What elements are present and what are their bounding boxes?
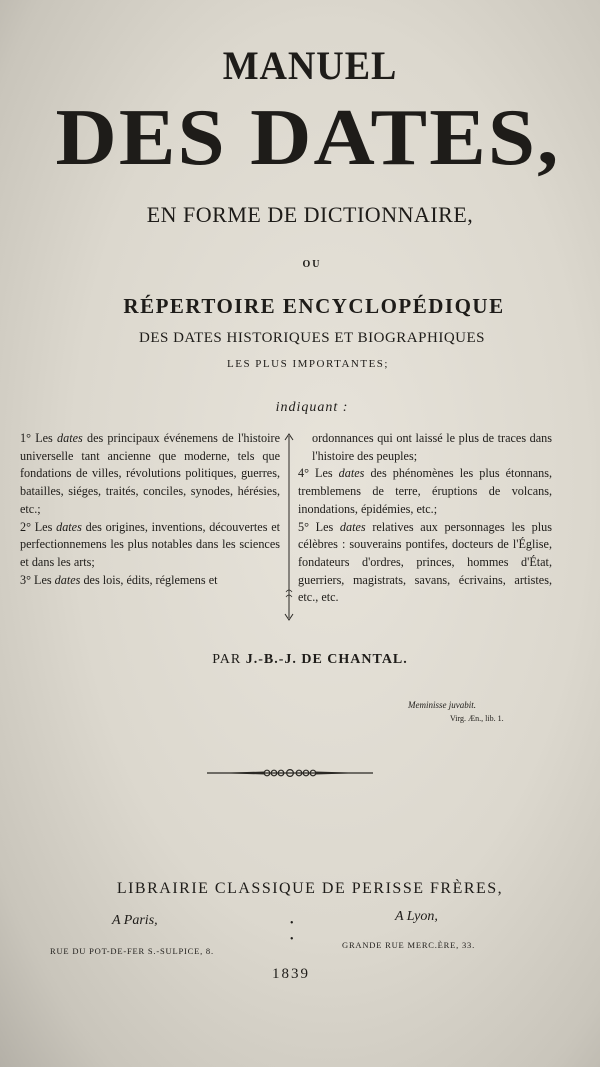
publisher-address-lyon: GRANDE RUE MERC.ÈRE, 33. — [342, 940, 476, 950]
item-number: 2° — [20, 519, 31, 534]
item-keyword: dates — [339, 519, 366, 534]
epigraph-quote: Meminisse juvabit. — [408, 700, 476, 710]
item-keyword: dates — [54, 572, 81, 587]
item-prefix: Les — [34, 572, 52, 587]
continuation-arrow-icon — [282, 432, 296, 622]
publisher-name: LIBRAIRIE CLASSIQUE DE PERISSE FRÈRES, — [116, 880, 504, 897]
item-text: des origines, inventions, découvertes et perfectionnemens les plus notables dans les sciences et dans les arts; — [20, 519, 281, 569]
subtitle-plus-importantes: LES PLUS IMPORTANTES; — [227, 358, 389, 370]
contents-column-left — [20, 430, 280, 589]
list-item — [20, 572, 280, 590]
indiquant-label: indiquant : — [275, 400, 349, 415]
publisher-city-paris: A Paris, — [112, 913, 158, 928]
separator-dot: • — [290, 918, 294, 929]
list-item — [20, 519, 280, 572]
item-text: des principaux événemens de l'histoire universelle tant ancienne que moderne, tels que fondations de villes, révolutions politiques, guerres, batailles, siéges, traités, conciles, synodes, hérésies, etc.; — [20, 431, 280, 516]
author-line — [10, 652, 600, 668]
item-number: 5° — [298, 519, 309, 534]
item-prefix: Les — [35, 431, 53, 445]
item-keyword: dates — [338, 466, 365, 481]
item-text: des phénomènes les plus étonnans, tremblemens de terre, éruptions de volcans, inondations, épidémies, etc.; — [298, 466, 553, 516]
item-prefix: Les — [315, 519, 334, 534]
title-manuel: MANUEL — [222, 43, 398, 88]
list-item — [20, 430, 280, 519]
epigraph-source: Virg. Æn., lib. 1. — [450, 714, 504, 723]
item-number: 4° — [298, 466, 309, 481]
title-en-forme: EN FORME DE DICTIONNAIRE, — [146, 202, 474, 227]
list-item-continuation — [298, 430, 552, 465]
publication-year: 1839 — [272, 966, 310, 982]
author-prefix: PAR — [212, 652, 242, 667]
item-number: 3° — [20, 572, 31, 587]
contents-column-right — [298, 430, 552, 607]
list-item — [298, 465, 552, 518]
item-text: relatives aux personnages les plus célèbres : souverains pontifes, docteurs de l'Église, fondateurs d'ordres, princes, hommes d'État, guerriers, magistrats, savans, écrivains, artistes, etc., etc. — [298, 519, 552, 605]
item-prefix: Les — [315, 466, 333, 481]
item-text: des lois, édits, réglemens et — [83, 572, 218, 587]
subtitle-repertoire: RÉPERTOIRE ENCYCLOPÉDIQUE — [123, 294, 505, 318]
conjunction-ou: OU — [302, 259, 322, 270]
item-number: 1° — [20, 431, 31, 445]
title-des-dates: DES DATES, — [55, 94, 561, 182]
separator-dot: • — [290, 934, 294, 945]
item-text: ordonnances qui ont laissé le plus de traces dans l'histoire des peuples; — [312, 431, 552, 463]
publisher-city-lyon: A Lyon, — [395, 909, 438, 924]
list-item — [298, 519, 552, 608]
ornament-divider-icon — [205, 765, 375, 781]
item-prefix: Les — [34, 519, 53, 534]
item-keyword: dates — [57, 431, 83, 445]
subtitle-dates-historiques: DES DATES HISTORIQUES ET BIOGRAPHIQUES — [139, 330, 485, 346]
item-keyword: dates — [56, 519, 82, 534]
publisher-address-paris: RUE DU POT-DE-FER S.-SULPICE, 8. — [50, 946, 214, 956]
author-name: J.-B.-J. DE CHANTAL. — [245, 652, 408, 667]
